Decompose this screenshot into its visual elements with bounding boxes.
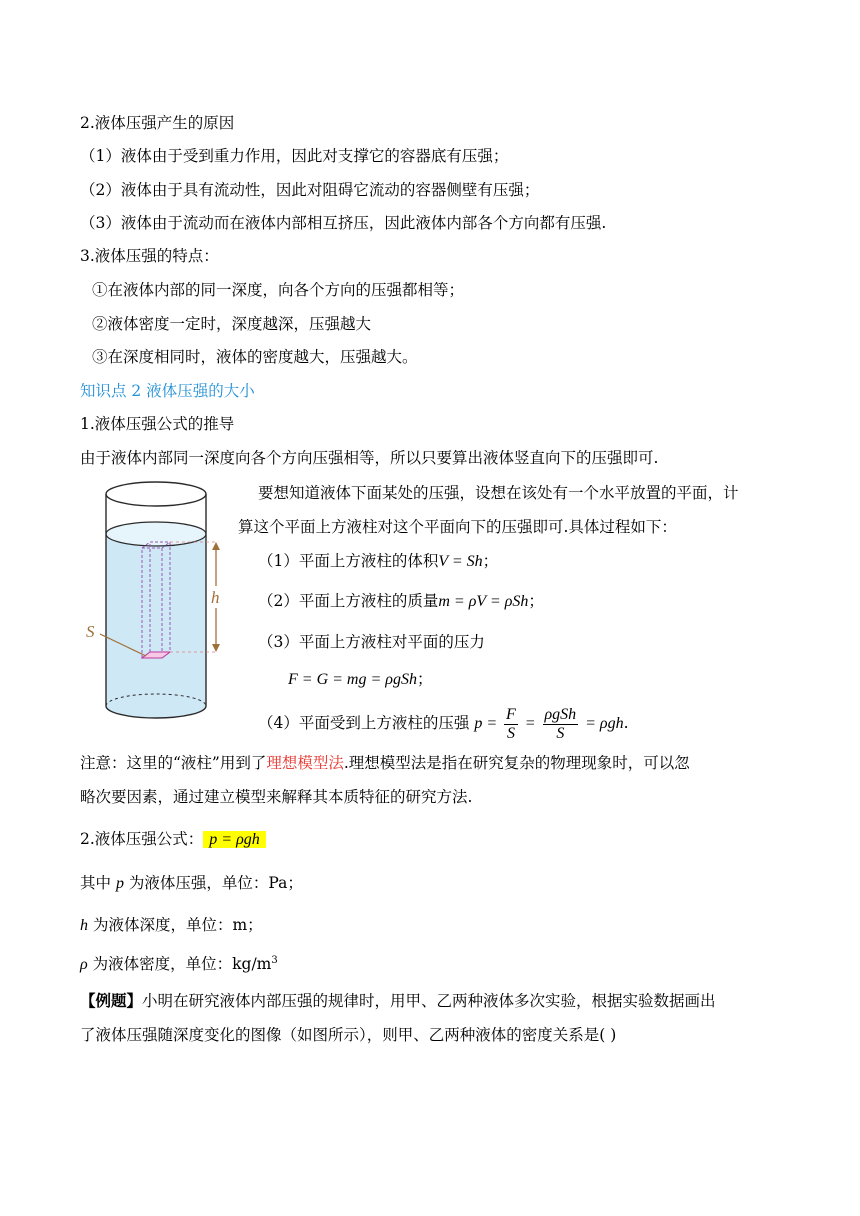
step-3: （3）平面上方液柱对平面的压力 (258, 633, 485, 651)
section2-item-1: （1）液体由于受到重力作用，因此对支撑它的容器底有压强； (80, 147, 509, 165)
section3-item-2: ②液体密度一定时，深度越深，压强越大 (92, 315, 372, 333)
section3-heading: 3.液体压强的特点： (80, 247, 219, 265)
container-rim (106, 482, 206, 506)
highlighted-formula: p = ρgh (203, 831, 265, 848)
section2-item-2: （2）液体由于具有流动性，因此对阻碍它流动的容器侧壁有压强； (80, 181, 540, 199)
h-label: h (211, 588, 220, 607)
fraction-rhogsh-over-s: $\frac{\text{ρgSh}}{S}$ (544, 705, 577, 742)
step-3-formula: F = G = mg = ρgSh； (288, 670, 433, 688)
ideal-model-term: 理想模型法 (266, 754, 344, 772)
h-definition: h 为液体深度，单位：m； (80, 916, 263, 934)
example-tag: 【例题】 (80, 991, 143, 1010)
derivation-para-2: 算这个平面上方液柱对这个平面向下的压强即可.具体过程如下： (238, 518, 677, 536)
section3-item-1: ①在液体内部的同一深度，向各个方向的压强都相等； (92, 281, 465, 299)
section2-item-3: （3）液体由于流动而在液体内部相互挤压，因此液体内部各个方向都有压强. (80, 214, 607, 232)
example-line-2: 了液体压强随深度变化的图像（如图所示），则甲、乙两种液体的密度关系是( ) (80, 1026, 617, 1044)
example-line-1: 【例题】小明在研究液体内部压强的规律时，用甲、乙两种液体多次实验，根据实验数据画出 (80, 991, 716, 1010)
derivation-para-1: 要想知道液体下面某处的压强，设想在该处有一个水平放置的平面，计 (258, 484, 739, 502)
fraction-f-over-s: $\frac{F}{S}$ (506, 705, 516, 742)
step-1: （1）平面上方液柱的体积V = Sh； (258, 552, 499, 570)
note-line-1: 注意：这里的“液柱”用到了理想模型法.理想模型法是指在研究复杂的物理现象时，可以忽 (80, 754, 690, 772)
section3-item-3: ③在深度相同时，液体的密度越大，压强越大。 (92, 348, 418, 366)
p-definition: 其中 p 为液体压强，单位：Pa； (80, 874, 303, 892)
force-formula: F = G = mg = ρgSh (288, 671, 417, 688)
section2-heading: 2.液体压强产生的原因 (80, 114, 235, 132)
derivation-intro: 由于液体内部同一深度向各个方向压强相等，所以只要算出液体竖直向下的压强即可. (80, 449, 659, 467)
volume-formula: V = Sh (438, 553, 483, 570)
formula-heading-line: 2.液体压强公式： p = ρgh (80, 828, 266, 851)
knowledge-point-title: 知识点 2 液体压强的大小 (80, 382, 255, 400)
step-2: （2）平面上方液柱的质量m = ρV = ρSh； (258, 592, 544, 610)
mass-formula: m = ρV = ρSh (438, 593, 529, 610)
derivation-heading: 1.液体压强公式的推导 (80, 415, 235, 433)
s-label: S (86, 622, 95, 641)
note-line-2: 略次要因素，通过建立模型来解释其本质特征的研究方法. (80, 788, 473, 806)
liquid-body (106, 534, 206, 718)
rho-definition: ρ 为液体密度，单位：$kg/m^3$ (80, 955, 278, 974)
step-4: （4）平面受到上方液柱的压强 p = $\frac{F}{S}$ = $\frac{\text{ρgSh}}{S}$ = ρgh. (258, 705, 629, 742)
liquid-column-figure (80, 476, 250, 731)
